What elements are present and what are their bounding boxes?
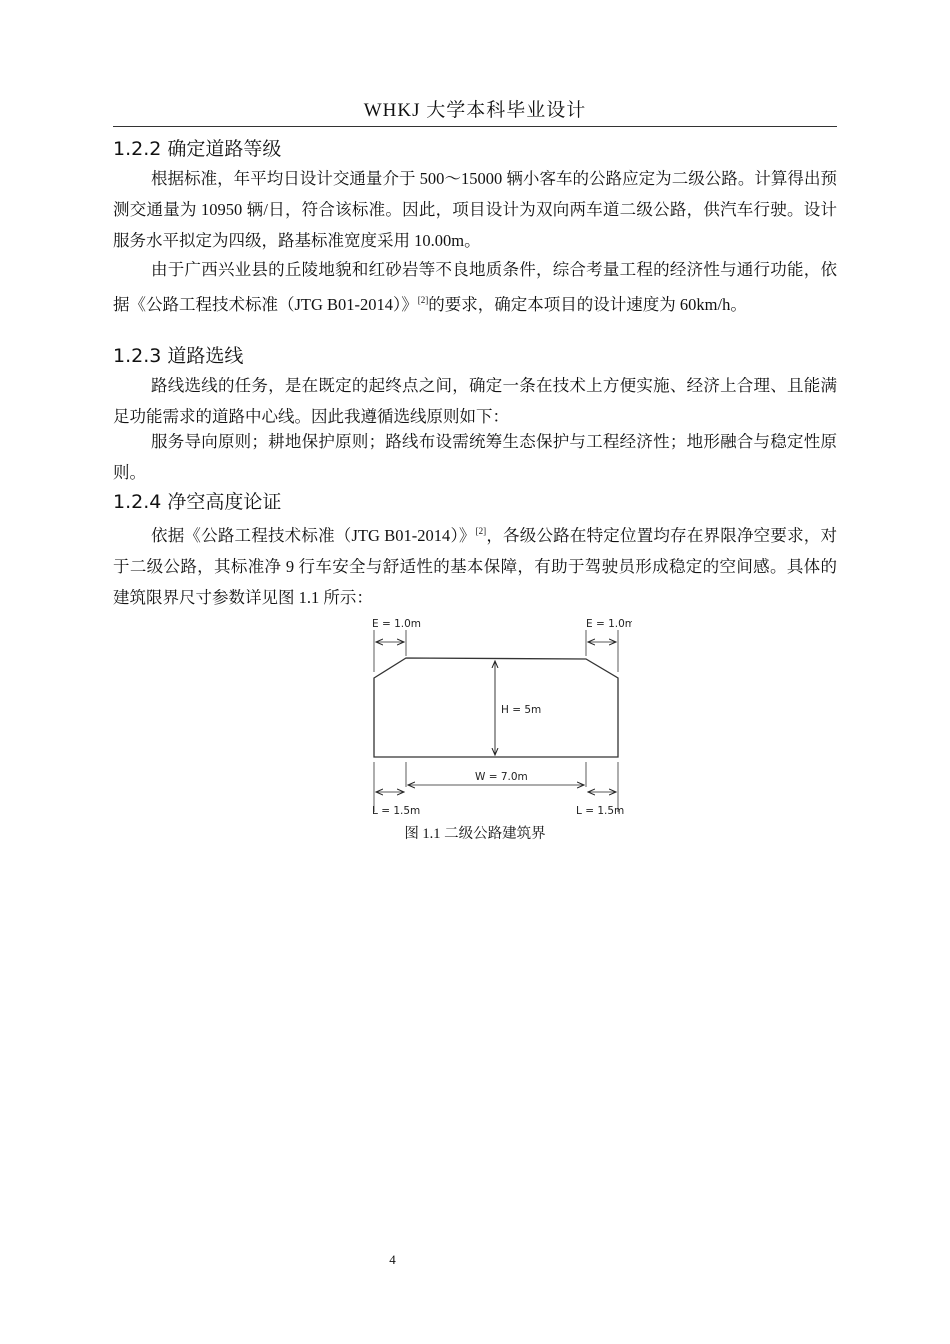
header-divider <box>113 126 837 127</box>
l-left-label: L = 1.5m <box>372 805 421 817</box>
page-number: 4 <box>389 1252 396 1267</box>
e-right-label: E = 1.0m <box>586 618 632 630</box>
clearance-outline <box>374 658 618 757</box>
section-heading-1-2-3: 1.2.3 道路选线 <box>113 345 244 367</box>
l-right-label: L = 1.5m <box>576 805 625 817</box>
paragraph-road-grade: 根据标准，年平均日设计交通量介于 500～15000 辆小客车的公路应定为二级公路。计算得出预测交通量为 10950 辆/日，符合该标准。因此，项目设计为双向两车道二级公路，供汽车行驶。设计服务水平拟定为四级，路基标准宽度采用 10.00m。 <box>113 169 837 250</box>
width-label: W = 7.0m <box>475 771 528 783</box>
e-left-label: E = 1.0m <box>372 618 422 630</box>
section-heading-1-2-4: 1.2.4 净空高度论证 <box>113 491 282 513</box>
section-heading-1-2-2: 1.2.2 确定道路等级 <box>113 138 282 160</box>
height-label: H = 5m <box>501 704 542 716</box>
figure-caption: 图 1.1 二级公路建筑界 <box>404 826 546 842</box>
citation-ref: [2] <box>417 295 429 305</box>
paragraph-selection-principles: 服务导向原则；耕地保护原则；路线布设需统筹生态保护与工程经济性；地形融合与稳定性原则。 <box>113 432 837 482</box>
clearance-diagram-svg <box>360 612 632 820</box>
paragraph-clearance: 依据《公路工程技术标准（JTG B01-2014）》[2]，各级公路在特定位置均存在界限净空要求，对于二级公路，其标准净 9 行车安全与舒适性的基本保障，有助于驾驶员形成稳定的空间感。具体的建筑限界尺寸参数详见图 1.1 所示： <box>113 526 837 607</box>
citation-ref: [2] <box>475 526 487 536</box>
paragraph-design-speed: 由于广西兴业县的丘陵地貌和红砂岩等不良地质条件，综合考量工程的经济性与通行功能，依据《公路工程技术标准（JTG B01-2014）》[2]的要求，确定本项目的设计速度为 60km/h。 <box>113 260 837 314</box>
page-header-title: WHKJ 大学本科毕业设计 <box>363 100 587 121</box>
paragraph-route-selection: 路线选线的任务，是在既定的起终点之间，确定一条在技术上方便实施、经济上合理、且能满足功能需求的道路中心线。因此我遵循选线原则如下： <box>113 376 837 426</box>
clearance-diagram <box>360 612 632 820</box>
